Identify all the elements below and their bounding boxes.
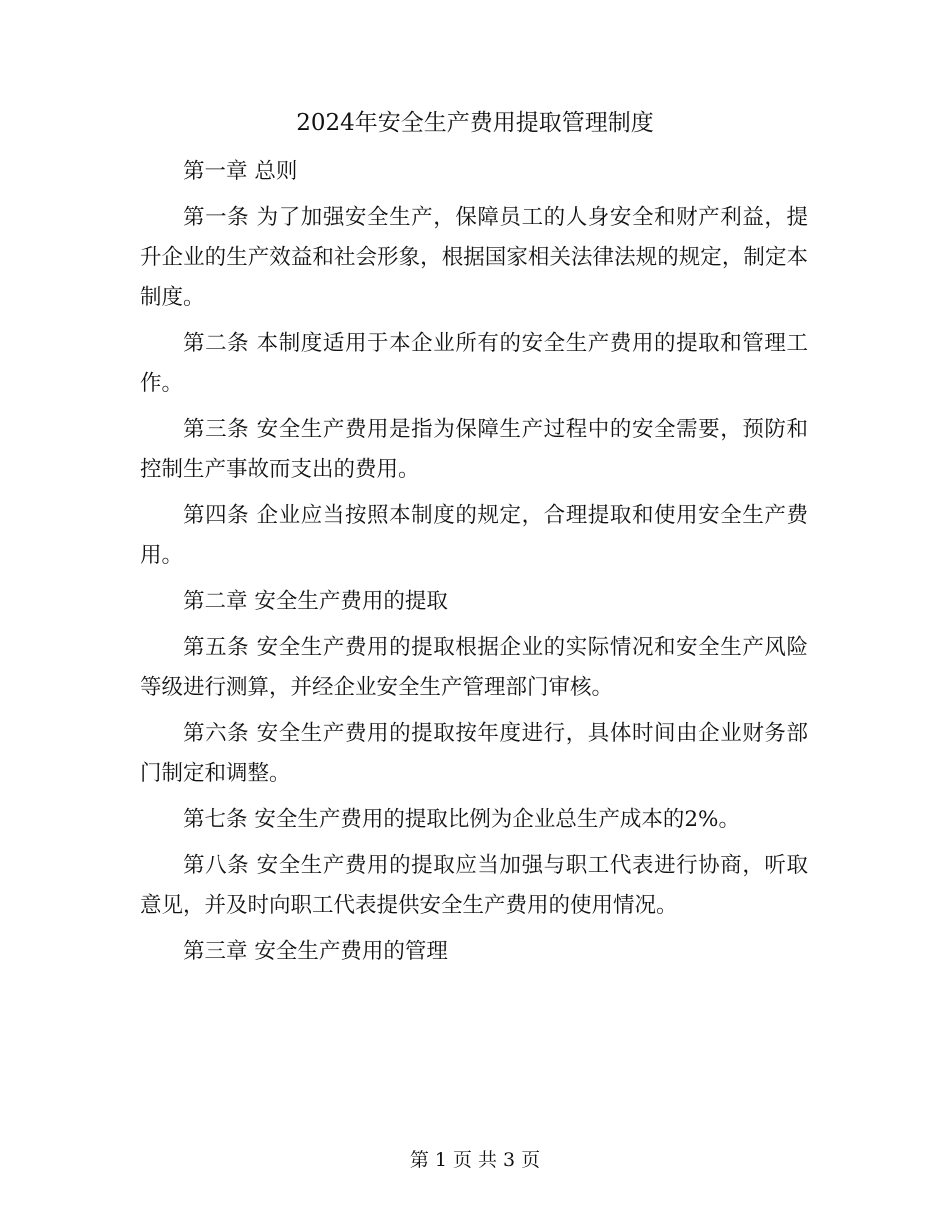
article-3: 第三条 安全生产费用是指为保障生产过程中的安全需要，预防和控制生产事故而支出的费用。: [140, 417, 808, 482]
document-title: 2024年安全生产费用提取管理制度: [296, 110, 654, 136]
article-1: 第一条 为了加强安全生产，保障员工的人身安全和财产利益，提升企业的生产效益和社会形象，根据国家相关法律法规的规定，制定本制度。: [140, 205, 808, 310]
article-5: 第五条 安全生产费用的提取根据企业的实际情况和安全生产风险等级进行测算，并经企业安全生产管理部门审核。: [140, 635, 808, 700]
page-number-footer: 第 1 页 共 3 页: [409, 1149, 541, 1171]
chapter-1-heading: 第一章 总则: [183, 159, 298, 184]
document-body: [140, 152, 808, 978]
chapter-3-heading: 第三章 安全生产费用的管理: [183, 939, 448, 964]
article-8: 第八条 安全生产费用的提取应当加强与职工代表进行协商，听取意见，并及时向职工代表提供安全生产费用的使用情况。: [140, 853, 808, 918]
article-6: 第六条 安全生产费用的提取按年度进行，具体时间由企业财务部门制定和调整。: [140, 721, 808, 786]
article-7: 第七条 安全生产费用的提取比例为企业总生产成本的2%。: [183, 807, 740, 832]
chapter-2-heading: 第二章 安全生产费用的提取: [183, 589, 448, 614]
article-4: 第四条 企业应当按照本制度的规定，合理提取和使用安全生产费用。: [140, 503, 808, 568]
article-2: 第二条 本制度适用于本企业所有的安全生产费用的提取和管理工作。: [140, 331, 808, 396]
